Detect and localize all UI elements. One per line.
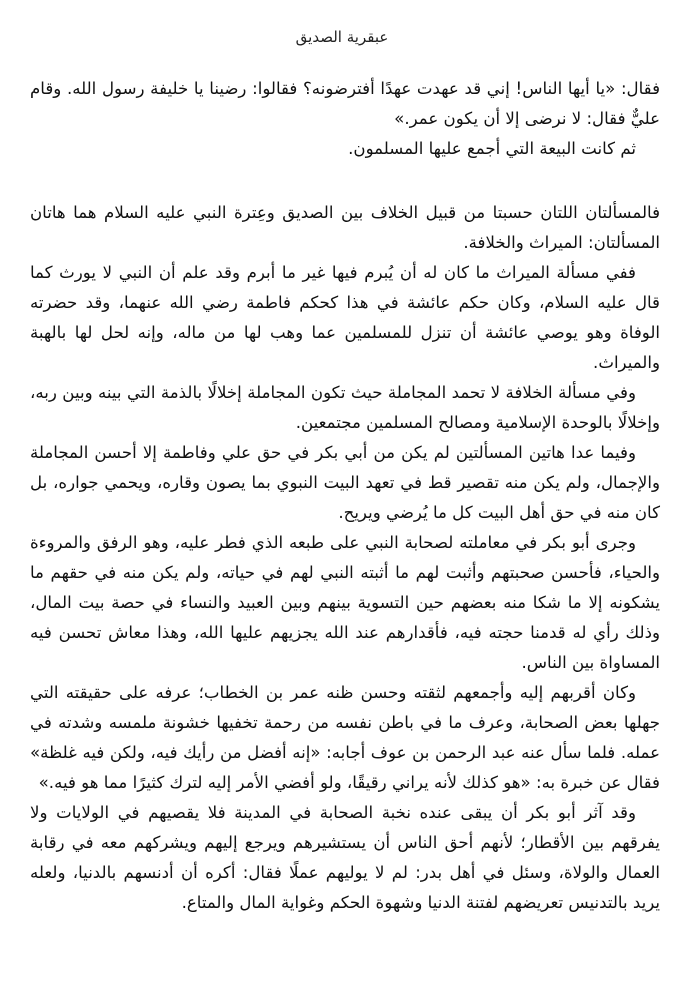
- paragraph: ثم كانت البيعة التي أجمع عليها المسلمون.: [348, 139, 636, 158]
- paragraph: وجرى أبو بكر في معاملته لصحابة النبي على طبعه الذي فطر عليه، وهو الرفق والمروءة والحياء، فأحسن صحبتهم وأثبت لهم ما أثبته النبي لهم في حياته، ولم يكن منه في حقهم ما يشكونه إلا ما شكا منه بعضهم حين التسوية بينهم وبين العبيد والنساء في حصة بيت المال، وذلك رأي له قدمنا حجته فيه، فأقدارهم عند الله يجزيهم عليها الله، وهذا معاش تحسن فيه المساواة بين الناس.: [30, 533, 660, 672]
- paragraph: فقال: «يا أيها الناس! إني قد عهدت عهدًا أفترضونه؟ فقالوا: رضينا يا خليفة رسول الله. وقام عليٌّ فقال: لا نرضى إلا أن يكون عمر.»: [30, 79, 660, 128]
- running-title: عبقرية الصديق: [295, 28, 389, 46]
- paragraph: وفيما عدا هاتين المسألتين لم يكن من أبي بكر في حق علي وفاطمة إلا أحسن المجاملة والإجمال، ولم يكن منه تقصير قط في تعهد البيت النبوي بما يصون وقاره، ويحمي جواره، بل كان منه في حق أهل البيت كل ما يُرضي ويريح.: [30, 443, 660, 522]
- paragraph: وكان أقربهم إليه وأجمعهم لثقته وحسن ظنه عمر بن الخطاب؛ عرفه على حقيقته التي جهلها بعض الصحابة، وعرف ما في باطن نفسه من رحمة تخفيها خشونة ملمسه وشدته في عمله. فلما سأل عنه عبد الرحمن بن عوف أجابه: «إنه أفضل من رأيك فيه، ولكن فيه غلظة» فقال عن خبرة به: «هو كذلك لأنه يراني رقيقًا، ولو أفضي الأمر إليه لترك كثيرًا مما هو فيه.»: [30, 683, 660, 792]
- body-text: [30, 74, 660, 918]
- paragraph: وفي مسألة الخلافة لا تحمد المجاملة حيث تكون المجاملة إخلالًا بالذمة التي بينه وبين ربه، وإخلالًا بالوحدة الإسلامية ومصالح المسلمين مجتمعين.: [30, 383, 660, 432]
- paragraph: وقد آثر أبو بكر أن يبقى عنده نخبة الصحابة في المدينة فلا يقصيهم في الولايات ولا يفرقهم بين الأقطار؛ لأنهم أحق الناس أن يستشيرهم ويرجع إليهم ويشركهم معه في رقابة العمال والولاة، وسئل في أهل بدر: لم لا يوليهم عملًا فقال: أكره أن أدنسهم بالدنيا، ولعله يريد بالتدنيس تعريضهم لفتنة الدنيا وشهوة الحكم وغواية المال والمتاع.: [30, 803, 660, 912]
- paragraph: فالمسألتان اللتان حسبتا من قبيل الخلاف بين الصديق وعِترة النبي عليه السلام هما هاتان المسألتان: الميراث والخلافة.: [30, 203, 660, 252]
- paragraph: ففي مسألة الميراث ما كان له أن يُبرم فيها غير ما أبرم وقد علم أن النبي لا يورث كما قال عليه السلام، وكان حكم عائشة في هذا كحكم فاطمة رضي الله عنهما، وقد حضرته الوفاة وهو يوصي عائشة أن تنزل للمسلمين عما وهب لها من ماله، وإنه لحل لها بالهبة والميراث.: [30, 263, 660, 372]
